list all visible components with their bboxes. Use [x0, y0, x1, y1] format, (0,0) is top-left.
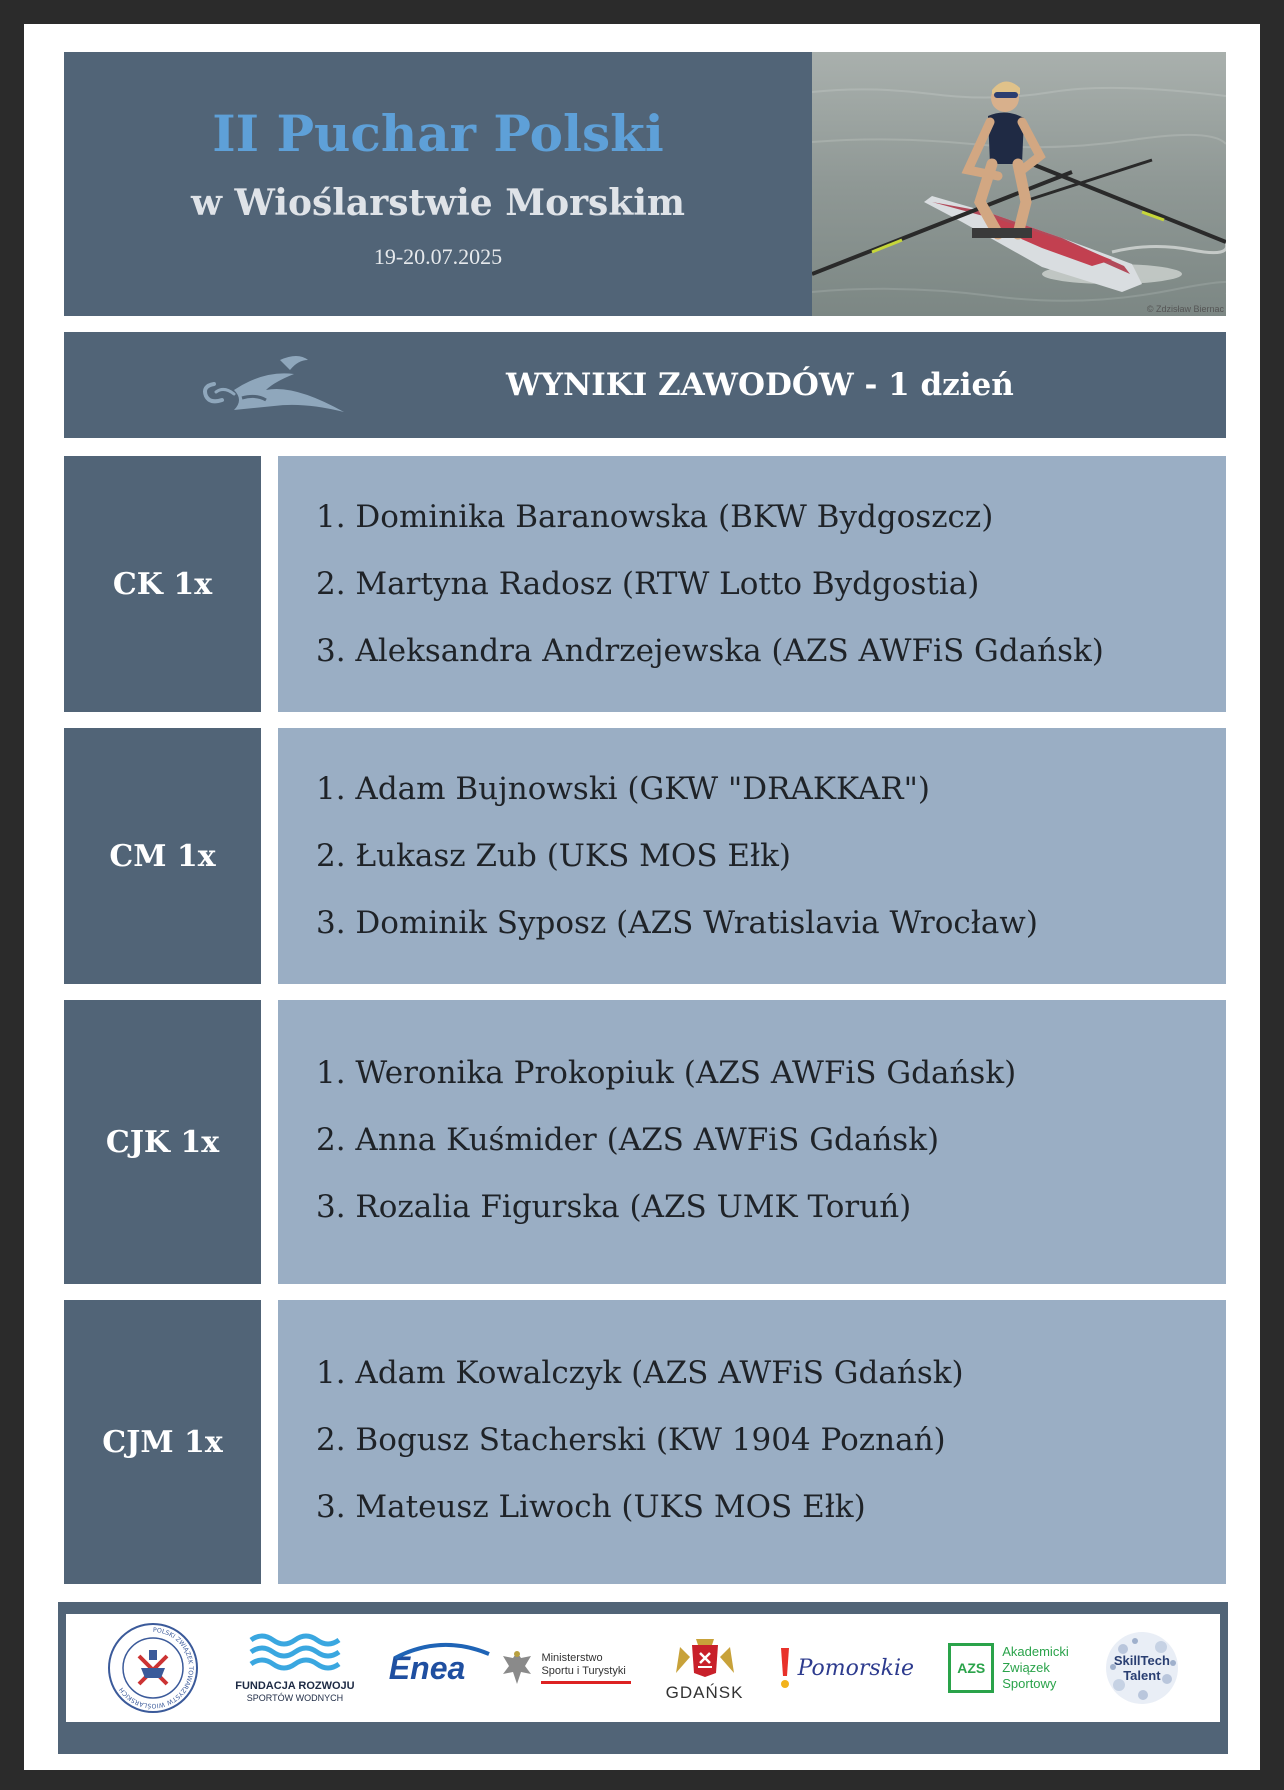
category-label: CJK 1x: [64, 1000, 261, 1284]
fundacja-logo: [235, 1632, 354, 1704]
category-label: CK 1x: [64, 456, 261, 712]
azs-logo: [948, 1643, 1068, 1693]
event-date: 19-20.07.2025: [373, 244, 503, 269]
result-item: 1. Weronika Prokopiuk (AZS AWFiS Gdańsk): [316, 1055, 1017, 1091]
ministry-subname: Sportu i Turystyki: [541, 1665, 626, 1677]
enea-logo: [389, 1650, 465, 1687]
enea-wordmark: Enea: [388, 1649, 466, 1686]
photo-credit: © Zdzisław Biernac: [1146, 304, 1224, 314]
pztw-ring-textpath: POLSKI ZWIĄZEK TOWARZYSTW WIOŚLARSKICH: [118, 1626, 195, 1710]
gdansk-name: GDAŃSK: [665, 1683, 744, 1702]
skilltech-logo: [1103, 1629, 1181, 1707]
fundacja-subname: SPORTÓW WODNYCH: [246, 1693, 344, 1703]
exclamation-icon: [778, 1646, 792, 1690]
sponsor-footer: [58, 1602, 1228, 1754]
pomorskie-wordmark: Pomorskie: [797, 1655, 915, 1681]
wave-logo-icon: [194, 350, 354, 420]
ministry-red-line: [541, 1681, 631, 1684]
fundacja-name: FUNDACJA ROZWOJU: [235, 1680, 355, 1692]
eagle-icon: [499, 1648, 535, 1688]
sponsor-logos: [66, 1614, 1220, 1722]
pztw-emblem-icon: [105, 1620, 201, 1716]
pomorskie-logo: [778, 1646, 914, 1690]
category-results: [278, 728, 1226, 984]
rower-photo-illustration: [812, 52, 1226, 316]
category-results: [278, 1000, 1226, 1284]
result-item: 1. Adam Kowalczyk (AZS AWFiS Gdańsk): [316, 1355, 964, 1391]
result-item: 2. Martyna Radosz (RTW Lotto Bydgostia): [316, 566, 980, 602]
results-banner: [64, 332, 1226, 438]
results-list: [316, 484, 1104, 685]
results-title: WYNIKI ZAWODÓW - 1 dzień: [506, 367, 1014, 403]
category-label: CM 1x: [64, 728, 261, 984]
azs-name-3: Sportowy: [1002, 1676, 1057, 1691]
ministry-name: Ministerstwo: [541, 1652, 603, 1664]
skilltech-subname: Talent: [1123, 1668, 1161, 1683]
result-item: 2. Bogusz Stacherski (KW 1904 Poznań): [316, 1422, 946, 1458]
rower-photo: [812, 52, 1226, 316]
result-item: 2. Łukasz Zub (UKS MOS Ełk): [316, 838, 791, 874]
category-results: [278, 1300, 1226, 1584]
results-list: [316, 1340, 964, 1541]
category-label: CJM 1x: [64, 1300, 261, 1584]
azs-name-1: Akademicki: [1002, 1644, 1069, 1659]
results-list: [316, 1040, 1016, 1241]
skilltech-name: SkillTech: [1113, 1653, 1170, 1668]
gdansk-logo: [666, 1633, 744, 1703]
results-poster: [24, 24, 1260, 1770]
result-item: 3. Rozalia Figurska (AZS UMK Toruń): [316, 1189, 912, 1225]
event-subtitle: w Wioślarstwie Morskim: [190, 182, 686, 224]
gdansk-coat-of-arms-icon: [670, 1633, 740, 1679]
category-results: [278, 456, 1226, 712]
result-item: 3. Mateusz Liwoch (UKS MOS Ełk): [316, 1489, 866, 1525]
result-item: 3. Aleksandra Andrzejewska (AZS AWFiS Gdańsk): [316, 633, 1104, 669]
ministry-logo: [499, 1648, 631, 1688]
azs-mark: AZS: [957, 1660, 986, 1676]
pztw-logo: [105, 1620, 201, 1716]
header-text: [64, 52, 812, 316]
result-item: 1. Dominika Baranowska (BKW Bydgoszcz): [316, 499, 994, 535]
result-item: 3. Dominik Syposz (AZS Wratislavia Wrocław): [316, 905, 1038, 941]
header: [64, 52, 1226, 316]
enea-arc-icon: [389, 1640, 493, 1660]
results-list: [316, 756, 1038, 957]
result-item: 2. Anna Kuśmider (AZS AWFiS Gdańsk): [316, 1122, 940, 1158]
result-item: 1. Adam Bujnowski (GKW "DRAKKAR"): [316, 771, 930, 807]
waves-icon: [249, 1632, 341, 1676]
event-title: II Puchar Polski: [212, 104, 664, 163]
azs-name-2: Związek: [1002, 1660, 1050, 1675]
